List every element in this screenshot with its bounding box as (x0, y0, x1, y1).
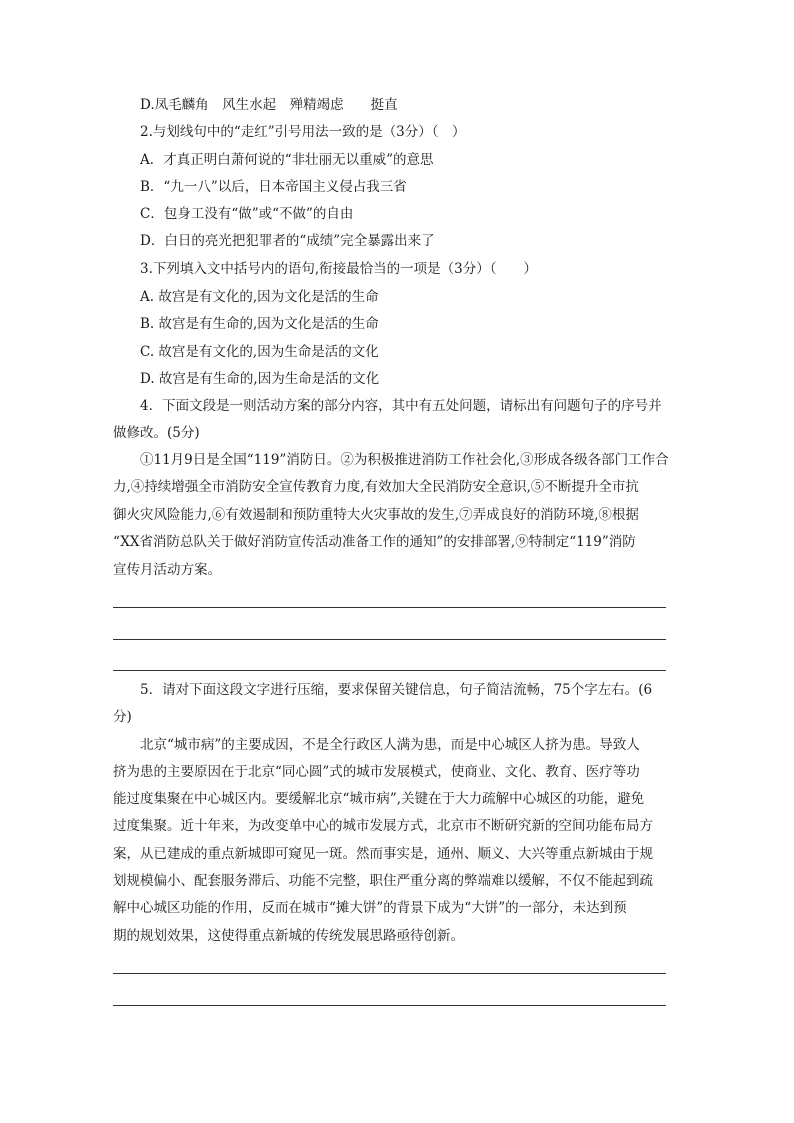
q2-option-a: A．才真正明白萧何说的“非壮丽无以重威”的意思 (140, 152, 434, 168)
q4-answer-line-2[interactable] (113, 639, 666, 640)
q5-passage-line-3: 能过度集聚在中心城区内。要缓解北京“城市病”,关键在于大力疏解中心城区的功能，避免 (113, 791, 645, 807)
q4-passage-line-3: 御火灾风险能力,⑥有效遏制和预防重特大火灾事故的发生,⑦弄成良好的消防环境,⑧根据 (113, 507, 639, 523)
q3-option-a: A. 故宫是有文化的,因为文化是活的生命 (140, 289, 379, 305)
q4-passage-line-5: 宣传月活动方案。 (113, 562, 221, 578)
q2-option-c: C．包身工没有“做”或“不做”的自由 (140, 206, 354, 222)
q5-passage-line-4: 过度集聚。近十年来，为改变单中心的城市发展方式，北京市不断研究新的空间功能布局方 (113, 818, 653, 834)
q5-passage-line-5: 案，从已建成的重点新城即可窥见一斑。然而事实是，通州、顺义、大兴等重点新城由于规 (113, 846, 653, 862)
q5-passage-line-7: 解中心城区功能的作用，反而在城市“摊大饼”的背景下成为“大饼”的一部分，未达到预 (113, 900, 627, 916)
q3-option-d: D. 故宫是有生命的,因为生命是活的文化 (140, 371, 380, 387)
q3-stem: 3.下列填入文中括号内的语句,衔接最恰当的一项是（3分）（ ） (140, 261, 538, 277)
q2-stem: 2.与划线句中的“走红”引号用法一致的是（3分）（ ） (140, 124, 466, 140)
q5-passage-line-2: 挤为患的主要原因在于北京“同心圆”式的城市发展模式，使商业、文化、教育、医疗等功 (113, 764, 640, 780)
q5-passage-line-1: 北京“城市病”的主要成因，不是全行政区人满为患，而是中心城区人挤为患。导致人 (140, 737, 640, 753)
q5-stem-line-1: 5．请对下面这段文字进行压缩，要求保留关键信息，句子简洁流畅，75个字左右。(6 (140, 682, 653, 698)
q5-answer-line-1[interactable] (113, 973, 666, 974)
q4-stem-line-1: 4．下面文段是一则活动方案的部分内容，其中有五处问题，请标出有问题句子的序号并 (140, 398, 662, 414)
q4-passage-line-4: “XX省消防总队关于做好消防宣传活动准备工作的通知”的安排部署,⑨特制定“119”消防 (113, 534, 636, 550)
q4-passage-line-2: 力,④持续增强全市消防安全宣传教育力度,有效加大全民消防安全意识,⑤不断提升全市抗 (113, 479, 639, 495)
q4-stem-line-2: 做修改。(5分) (113, 425, 200, 441)
q2-option-d: D．白日的亮光把犯罪者的“成绩”完全暴露出来了 (140, 233, 435, 249)
q1-option-d: D.凤毛麟角 风生水起 殚精竭虑 挺直 (140, 97, 398, 113)
q5-passage-line-6: 划规模偏小、配套服务滞后、功能不完整，职住严重分离的弊端难以缓解，不仅不能起到疏 (113, 873, 653, 889)
q4-passage-line-1: ①11月9日是全国“119”消防日。②为积极推进消防工作社会化,③形成各级各部门工作合 (140, 452, 669, 468)
q5-stem-line-2: 分) (113, 709, 132, 725)
q4-answer-line-1[interactable] (113, 607, 666, 608)
q5-passage-line-8: 期的规划效果，这使得重点新城的传统发展思路亟待创新。 (113, 928, 464, 944)
q4-answer-line-3[interactable] (113, 670, 666, 671)
q5-answer-line-2[interactable] (113, 1005, 666, 1006)
q3-option-c: C. 故宫是有文化的,因为生命是活的文化 (140, 344, 379, 360)
q3-option-b: B. 故宫是有生命的,因为文化是活的生命 (140, 316, 379, 332)
q2-option-b: B．“九一八”以后，日本帝国主义侵占我三省 (140, 179, 407, 195)
